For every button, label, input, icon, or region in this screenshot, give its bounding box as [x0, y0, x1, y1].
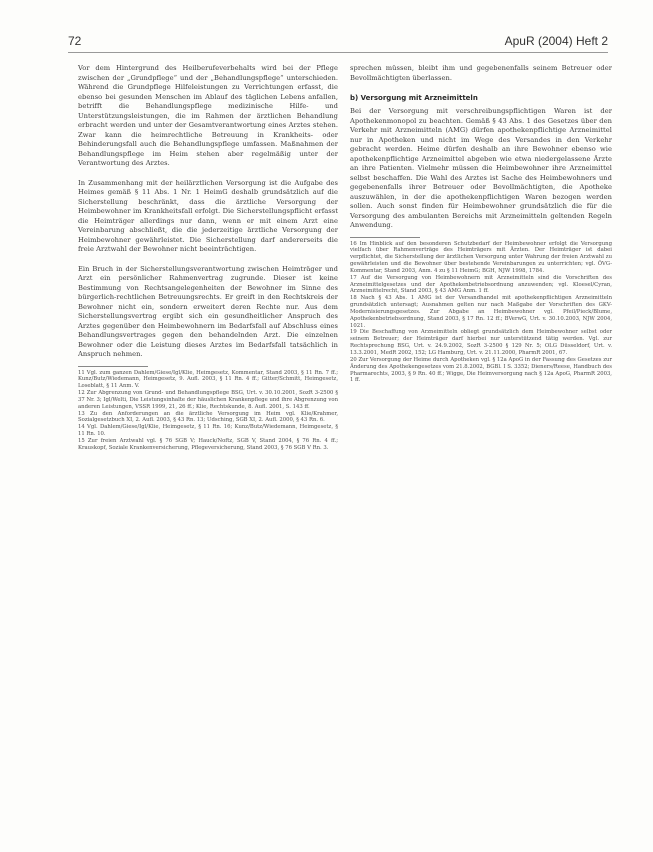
body-paragraph: Vor dem Hintergrund des Heilberufeverbehalts wird bei der Pflege zwischen der „Grundpflege“ und der „Behandlungspflege“ unterschieden. Während die Grundpflege Hilfeleistungen zu Verrichtungen erfasst, die ebenso bei gesunden Menschen im Ablauf des täglichen Lebens anfallen, betrifft die Behandlungspflege medizinische Hilfe- und Unterstützungsleistungen, die im Rahmen der ärztlichen Behandlung erbracht werden und unter der Gesamtverantwortung eines Arztes stehen. Zwar kann die heimrechtliche Betreuung in Krankheits- oder Behinderungsfall auch die Behandlungspflege umfassen. Maßnahmen der Behandlungspflege im Heim stehen aber regelmäßig unter der Verantwortung des Arztes. [78, 64, 338, 167]
journal-citation: ApuR (2004) Heft 2 [504, 34, 608, 48]
footnote: 14 Vgl. Dahlem/Giese/Igl/Klie, Heimgesetz, § 11 Rn. 16; Kunz/Butz/Wiedemann, Heimgesetz, § 11 Rn. 10. [78, 424, 338, 438]
section-heading: b) Versorgung mit Arzneimitteln [350, 94, 478, 102]
right-column [350, 64, 612, 384]
page-number: 72 [68, 34, 82, 48]
body-paragraph: Ein Bruch in der Sicherstellungsverantwortung zwischen Heimträger und Arzt ein persönlicher Rahmenvertrag zugrunde. Dieser ist keine Bestimmung von Rechtsangelegenheiten der Bewohner im Sinne des bürgerlich-rechtlichen Betreuungsrechts. Er greift in den Rechtskreis der Bewohner nicht ein, sondern erweitert deren Rechte nur. Aus dem Sicherstellungsvertrag ergibt sich ein gesundheitlicher Anspruch des Arztes gegenüber den Heimbewohnern im Bedarfsfall auf Abschluss eines Behandlungsvertrages gegen den behandelnden Arzt. Die einzelnen Bewohner oder die Leistung dieses Arztes im Bedarfsfall tatsächlich in Anspruch nehmen. [78, 264, 338, 358]
footnote: 17 Auf die Versorgung von Heimbewohnern mit Arzneimitteln sind die Vorschriften des Arzneimittelgesetzes und der Apothekenbetriebsordnung anzuwenden; vgl. Kloesel/Cyran, Arzneimittelrecht, Stand 2003, § 43 AMG Anm. 1 ff. [350, 274, 612, 295]
footnote: 12 Zur Abgrenzung von Grund- und Behandlungspflege BSG, Urt. v. 30.10.2001, SozR 3-2500 § 37 Nr. 3; Igl/Welti, Die Leistungsinhalte der häuslichen Krankenpflege und ihre Abgrenzung von anderen Leistungen, VSSR 1999, 21, 26 ff.; Klie, Rechtskunde, 8. Aufl. 2001, S. 143 ff. [78, 390, 338, 410]
footnote: 15 Zur freien Arztwahl vgl. § 76 SGB V; Hauck/Noftz, SGB V, Stand 2004, § 76 Rn. 4 ff.; Krauskopf, Soziale Krankenversicherung, Pflegeversicherung, Stand 2003, § 76 SGB V Rn. 3. [78, 437, 338, 451]
left-column [78, 64, 338, 452]
running-header [68, 34, 608, 50]
footnote: 20 Zur Versorgung der Heime durch Apotheken vgl. § 12a ApoG in der Fassung des Gesetzes zur Änderung des Apothekengesetzes vom 21.8.2002, BGBl. I S. 3352; Dieners/Reese, Handbuch des Pharmarechts, 2003, § 9 Rn. 40 ff.; Wigge, Die Heimversorgung nach § 12a ApoG, PharmR 2003, 1 ff. [350, 356, 612, 384]
footnote: 18 Nach § 43 Abs. 1 AMG ist der Versandhandel mit apothekenpflichtigen Arzneimitteln grundsätzlich untersagt; Ausnahmen gelten nur nach Maßgabe der Vorschriften des GKV-Modernisierungsgesetzes. Zur Abgabe an Heimbewohner vgl. Pfeil/Pieck/Blume, Apothekenbetriebsordnung, Stand 2003, § 17 Rn. 12 ff.; BVerwG, Urt. v. 30.10.2003, NJW 2004, 1021. [350, 295, 612, 329]
footnote-rule [350, 237, 420, 238]
footnote: 11 Vgl. zum ganzen Dahlem/Giese/Igl/Klie, Heimgesetz, Kommentar, Stand 2003, § 11 Rn. 7 ff.; Kunz/Butz/Wiedemann, Heimgesetz, 9. Aufl. 2003, § 11 Rn. 4 ff.; Gitter/Schmitt, Heimgesetz, Loseblatt, § 11 Anm. V. [78, 369, 338, 390]
footnote: 16 Im Hinblick auf den besonderen Schutzbedarf der Heimbewohner erfolgt die Versorgung vielfach über Rahmenverträge des Heimträgers mit Ärzten. Der Heimträger ist dabei verpflichtet, die Sicherstellung der ärztlichen Versorgung unter Wahrung der freien Arztwahl zu gewährleisten und die Bewohner über bestehende Vereinbarungen zu unterrichten; vgl. ÖVG-Kommentar, Stand 2003, Anm. 4 zu § 11 HeimG; BGH, NJW 1998, 1784. [350, 240, 612, 274]
footnote: 19 Die Beschaffung von Arzneimitteln obliegt grundsätzlich dem Heimbewohner selbst oder seinem Betreuer; der Heimträger darf hierbei nur unterstützend tätig werden. Vgl. zur Rechtsprechung BSG, Urt. v. 24.9.2002, SozR 3-2500 § 129 Nr. 5; OLG Düsseldorf, Urt. v. 13.3.2001, MedR 2002, 152; LG Hamburg, Urt. v. 21.11.2000, PharmR 2001, 67. [350, 329, 612, 356]
footnote: 13 Zu den Anforderungen an die ärztliche Versorgung im Heim vgl. Klie/Krahmer, Sozialgesetzbuch XI, 2. Aufl. 2003, § 43 Rn. 13; Udsching, SGB XI, 2. Aufl. 2000, § 43 Rn. 6. [78, 410, 338, 424]
body-paragraph: In Zusammenhang mit der heilärztlichen Versorgung ist die Aufgabe des Heimes gemäß § 11 Abs. 1 Nr. 1 HeimG deshalb grundsätzlich auf die Sicherstellung beschränkt, dass die ärztliche Versorgung der Heimbewohner im Krankheitsfall erfolgt. Die Sicherstellungspflicht erfasst die Heimträger allerdings nur dann, wenn er mit einem Arzt eine Vereinbarung abschließt, die die jederzeitige ärztliche Versorgung der Heimbewohner gewährleistet. Die Sicherstellung darf andererseits die freie Arztwahl der Bewohner nicht beeinträchtigen. [78, 178, 338, 253]
footnote-rule [78, 366, 148, 367]
header-rule [68, 52, 608, 53]
body-paragraph: sprechen müssen, bleibt ihm und gegebenenfalls seinem Betreuer oder Bevollmächtigten überlassen. [350, 64, 612, 82]
body-paragraph: Bei der Versorgung mit verschreibungspflichtigen Waren ist der Apothekenmonopol zu beachten. Gemäß § 43 Abs. 1 des Gesetzes über den Verkehr mit Arzneimitteln (AMG) dürfen apothekenpflichtige Arzneimittel nur in Apotheken und nicht im Wege des Versandes in den Verkehr gebracht werden. Heime dürfen deshalb an ihre Bewohner ebenso wie apothekenpflichtige Arzneimittel abgeben wie etwa niedergelassene Ärzte an ihre Patienten. Vielmehr müssen die Heimbewohner ihre Arzneimittel selbst beschaffen. Die Wahl des Arztes ist Sache des Heimbewohners und gegebenenfalls ihrer Betreuer oder Bevollmächtigten, die Apotheke auszuwählen, in der die apothekenpflichtigen Waren bezogen werden sollen. Auch sonst finden für Heimbewohner grundsätzlich die für die Versorgung des ambulanten Bereichs mit Arzneimitteln geltenden Regeln Anwendung. [350, 107, 612, 229]
